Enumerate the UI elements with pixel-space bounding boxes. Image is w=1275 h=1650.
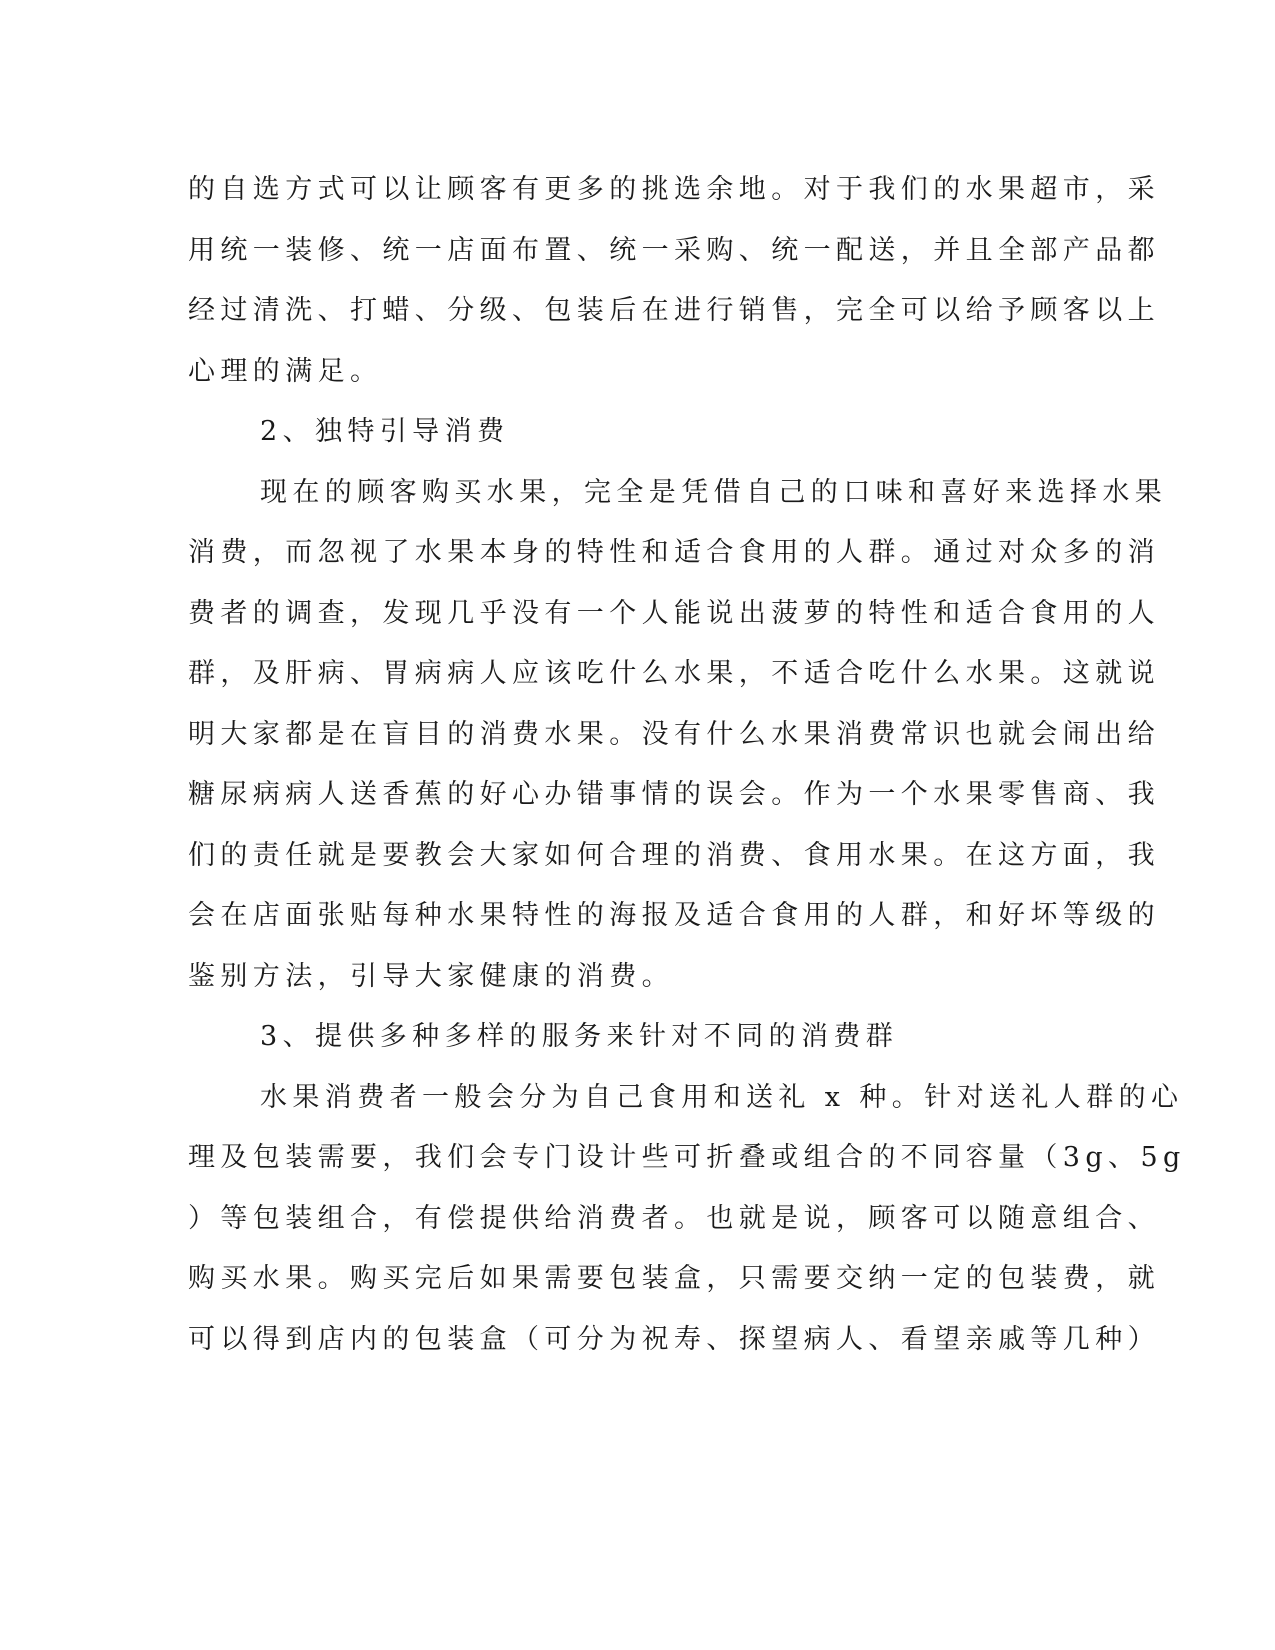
text-line: 明大家都是在盲目的消费水果。没有什么水果消费常识也就会闹出给 [188,718,1160,750]
text-line: 会在店面张贴每种水果特性的海报及适合食用的人群，和好坏等级的 [188,900,1160,931]
text-line: 糖尿病病人送香蕉的好心办错事情的误会。作为一个水果零售商、我 [188,779,1160,810]
text-line: 水果消费者一般会分为自己食用和送礼 x 种。针对送礼人群的心 [260,1081,1184,1113]
section-heading: 2、独特引导消费 [260,416,510,447]
text-line: 经过清洗、打蜡、分级、包装后在进行销售，完全可以给予顾客以上 [188,295,1160,326]
section-heading: 3、提供多种多样的服务来针对不同的消费群 [260,1021,899,1052]
text-line: 鉴别方法，引导大家健康的消费。 [188,960,674,992]
text-line: 购买水果。购买完后如果需要包装盒，只需要交纳一定的包装费，就 [188,1263,1160,1294]
text-line: ）等包装组合，有偿提供给消费者。也就是说，顾客可以随意组合、 [188,1202,1160,1234]
text-line: 的自选方式可以让顾客有更多的挑选余地。对于我们的水果超市，采 [188,174,1160,205]
text-line: 费者的调查，发现几乎没有一个人能说出菠萝的特性和适合食用的人 [188,597,1160,629]
text-line: 们的责任就是要教会大家如何合理的消费、食用水果。在这方面，我 [188,839,1160,871]
text-line: 理及包装需要，我们会专门设计些可折叠或组合的不同容量（3g、5g [188,1142,1186,1173]
text-line: 可以得到店内的包装盒（可分为祝寿、探望病人、看望亲戚等几种） [188,1323,1160,1355]
text-line: 用统一装修、统一店面布置、统一采购、统一配送，并且全部产品都 [188,234,1160,266]
body-text [188,160,1186,1370]
text-line: 心理的满足。 [188,355,383,387]
text-line: 群，及肝病、胃病病人应该吃什么水果，不适合吃什么水果。这就说 [188,658,1160,689]
text-line: 现在的顾客购买水果，完全是凭借自己的口味和喜好来选择水果 [260,476,1168,508]
text-line: 消费，而忽视了水果本身的特性和适合食用的人群。通过对众多的消 [188,537,1160,568]
